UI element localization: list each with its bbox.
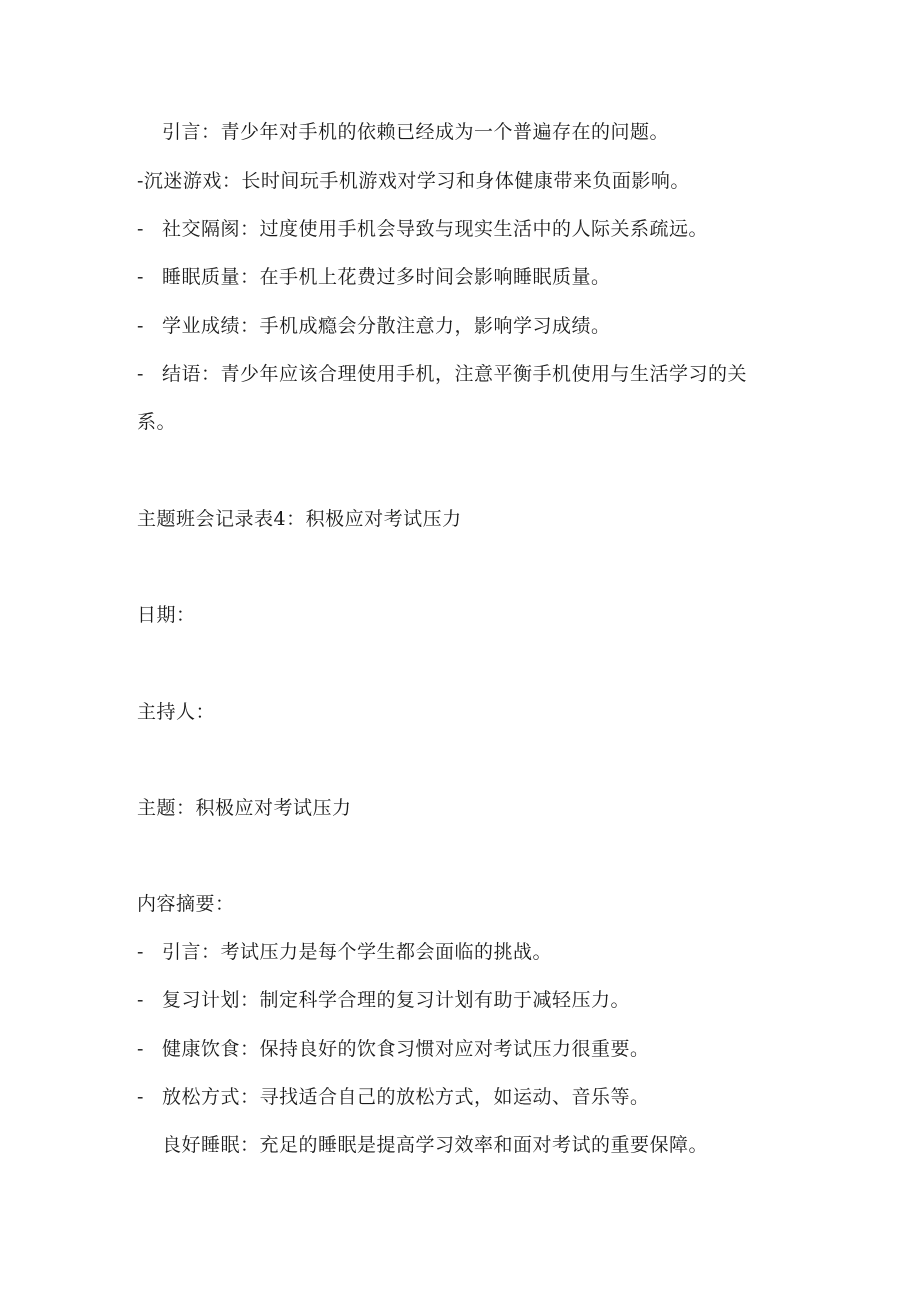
continuation-text: 系。	[137, 411, 177, 433]
list-item	[137, 940, 552, 964]
list-item	[137, 362, 747, 386]
list-text: 学业成绩：手机成瘾会分散注意力，影响学习成绩。	[162, 315, 611, 337]
list-dash: -	[137, 941, 144, 963]
date-label: 日期：	[137, 604, 196, 626]
list-text: 复习计划：制定科学合理的复习计划有助于减轻压力。	[162, 989, 631, 1011]
list-text: 引言：考试压力是每个学生都会面临的挑战。	[162, 941, 553, 963]
list-dash: -	[137, 315, 144, 337]
list-item	[137, 169, 690, 193]
list-dash: -	[137, 218, 144, 240]
list-dash: -	[137, 266, 144, 288]
list-text: 放松方式：寻找适合自己的放松方式，如运动、音乐等。	[162, 1086, 650, 1108]
list-text: 社交隔阂：过度使用手机会导致与现实生活中的人际关系疏远。	[162, 218, 709, 240]
list-dash: -	[137, 1086, 144, 1108]
list-item	[137, 314, 611, 338]
list-item	[137, 988, 630, 1012]
list-item	[137, 1085, 650, 1109]
list-text: 沉迷游戏：长时间玩手机游戏对学习和身体健康带来负面影响。	[143, 170, 690, 192]
list-text: 健康饮食：保持良好的饮食习惯对应对考试压力很重要。	[162, 1038, 650, 1060]
topic-line: 主题：积极应对考试压力	[137, 797, 352, 819]
last-item: 良好睡眠：充足的睡眠是提高学习效率和面对考试的重要保障。	[162, 1134, 709, 1156]
host-label: 主持人：	[137, 701, 216, 723]
list-dash: -	[137, 1038, 144, 1060]
list-dash: -	[137, 989, 144, 1011]
list-item	[137, 1037, 650, 1061]
list-text: 睡眠质量：在手机上花费过多时间会影响睡眠质量。	[162, 266, 611, 288]
record-title: 主题班会记录表4：积极应对考试压力	[137, 508, 462, 530]
list-dash: -	[137, 363, 144, 385]
summary-label: 内容摘要：	[137, 893, 235, 915]
section1-intro: 引言：青少年对手机的依赖已经成为一个普遍存在的问题。	[162, 121, 670, 143]
list-text: 结语：青少年应该合理使用手机，注意平衡手机使用与生活学习的关	[162, 363, 748, 385]
list-item	[137, 265, 611, 289]
list-item	[137, 217, 708, 241]
list-dash: -	[137, 170, 144, 192]
